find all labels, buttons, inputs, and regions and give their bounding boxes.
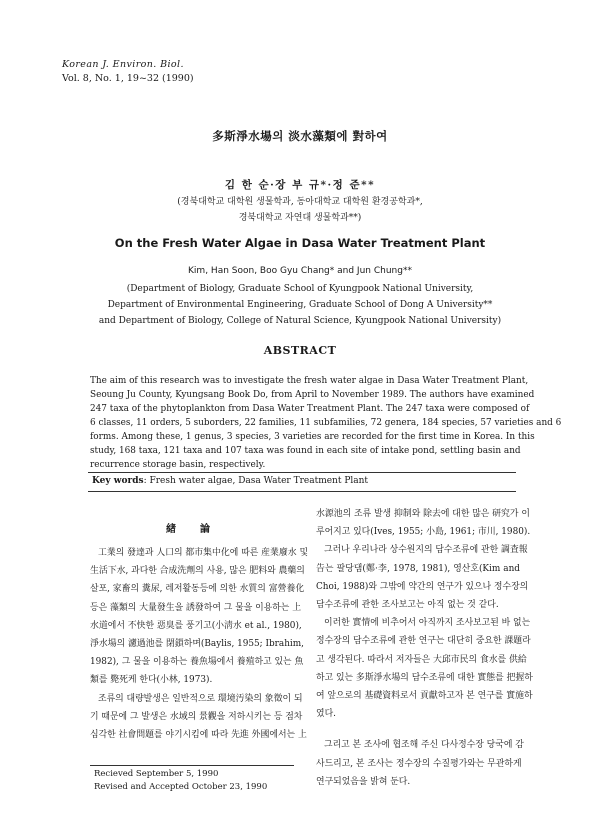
journal-name: Korean J. Environ. Biol. [62,59,184,70]
keywords-label: Key words [92,476,144,486]
intro-line: 담수조류에 관한 조사보고는 아직 없는 것 같다. [316,600,499,611]
intro-line: 하고 있는 多斯淨水場의 담수조류에 대한 實態를 把握하 [316,672,533,683]
abstract-body [90,374,562,472]
authors-korean: 김 한 순·장 부 규*·정 준** [224,179,376,191]
intro-line: 그러나 우리나라 상수원지의 담수조류에 관한 調査報 [324,545,528,556]
intro-line: 工業의 發達과 人口의 都市集中化에 따른 産業廢水 및 [98,548,309,558]
authors-english: Kim, Han Soon, Boo Gyu Chang* and Jun Chung** [188,266,412,276]
intro-line: 살포, 家畜의 糞尿, 레저활동등에 의한 水質의 富營養化 [90,584,305,595]
intro-line: 사드리고, 본 조사는 정수장의 수질평가와는 무관하게 [316,758,522,769]
abstract-line: recurrence storage basin, respectively. [90,460,266,470]
affiliations-korean [0,194,600,226]
abstract-line: 6 classes, 11 orders, 5 suborders, 22 families, 11 subfamilies, 72 genera, 184 species, 57 varieties and 6 [90,418,562,428]
affiliation-english-line: (Department of Biology, Graduate School of Kyungpook National University, [126,284,474,294]
revised-date: Revised and Accepted October 23, 1990 [94,782,268,792]
abstract-line: 247 taxa of the phytoplankton from Dasa Water Treatment Plant. The 247 taxa were composed of [90,404,530,414]
intro-line: 類를 斃死케 한다(小林, 1973). [90,675,213,686]
intro-line: 여 앞으로의 基礎資料로서 貢獻하고자 본 연구를 實施하 [316,691,533,702]
intro-line: 고 생각된다. 따라서 저자들은 大邱市民의 食水를 供給 [316,654,527,665]
intro-line: 水道에서 不快한 惡臭를 풍기고(小淸水 et al., 1980), [90,620,302,631]
intro-line: 등은 藻類의 大量發生을 誘發하여 그 물을 이용하는 上 [90,602,302,613]
title-english: On the Fresh Water Algae in Dasa Water Treatment Plant [114,236,486,250]
section-heading-introduction: 緖論 [166,524,234,535]
footnote-rule [90,765,294,766]
affiliation-english-line: Department of Environmental Engineering, Graduate School of Dong A University** [107,300,493,310]
intro-line: 淨水場의 濾過池를 閉鎖하며(Baylis, 1955; Ibrahim, [90,639,305,650]
abstract-heading: ABSTRACT [263,344,337,357]
intro-line: 조류의 대량발생은 일반적으로 環境汚染의 象徵이 되 [98,693,303,704]
affiliation-english-line: and Department of Biology, College of Natural Science, Kyungpook National University) [98,316,502,326]
intro-line: 그리고 본 조사에 협조해 주신 다사정수장 당국에 감 [324,740,524,751]
journal-volume: Vol. 8, No. 1, 19~32 (1990) [62,73,194,84]
intro-line: 였다. [316,709,336,720]
keywords-text: : Fresh water algae, Dasa Water Treatment Plant [143,476,369,486]
intro-line: 告는 팔당댐(鄭·李, 1978, 1981), 영산호(Kim and [316,563,520,574]
intro-line: 1982), 그 물을 이용하는 養魚場에서 養殖하고 있는 魚 [90,657,304,668]
intro-left-column [90,544,309,744]
journal-info [62,58,194,86]
footnote [94,768,267,794]
intro-line: 水源池의 조류 발생 抑制와 除去에 대한 많은 研究가 이 [316,509,530,519]
affiliation-korean-line: (경북대학교 대학원 생물학과, 동아대학교 대학원 환경공학과*, [177,197,423,207]
intro-line: Choi, 1988)와 그밖에 약간의 연구가 있으나 정수장의 [316,581,529,592]
affiliation-korean-line: 경북대학교 자연대 생물학과**) [238,213,362,223]
keywords-bottom-rule [88,491,516,492]
title-korean: 多斯淨水場의 淡水藻類에 對하여 [212,129,388,143]
intro-right-column [316,505,533,791]
abstract-line: study, 168 taxa, 121 taxa and 107 taxa was found in each site of intake pond, settling basin and [90,446,521,456]
intro-line: 이러한 實情에 비추어서 아직까지 조사보고된 바 없는 [324,618,531,629]
intro-line: 심각한 社會問題를 야기시킴에 따라 先進 外國에서는 上 [90,730,307,741]
intro-line: 루어지고 있다(Ives, 1955; 小島, 1961; 市川, 1980). [316,527,531,538]
intro-line: 연구되었음을 밝혀 둔다. [316,776,411,787]
intro-line: 기 때문에 그 발생은 水域의 景觀을 저하시키는 등 점차 [90,711,303,722]
intro-line: 生活下水, 과다한 合成洗劑의 사용, 많은 肥料와 農藥의 [90,566,305,577]
received-date: Recieved September 5, 1990 [94,769,219,779]
abstract-line: forms. Among these, 1 genus, 3 species, 3 varieties are recorded for the first time in Korea. In this [90,432,535,442]
affiliations-english [0,281,600,329]
intro-line: 정수장의 담수조류에 관한 연구는 대단히 중요한 課題라 [316,636,531,647]
abstract-line: The aim of this research was to investigate the fresh water algae in Dasa Water Treatment Plant, [90,376,529,386]
abstract-line: Seoung Ju County, Kyungsang Book Do, from April to November 1989. The authors have examined [90,390,535,400]
paragraph-gap [316,723,520,736]
keywords-top-rule [88,472,516,473]
keywords [92,476,368,486]
